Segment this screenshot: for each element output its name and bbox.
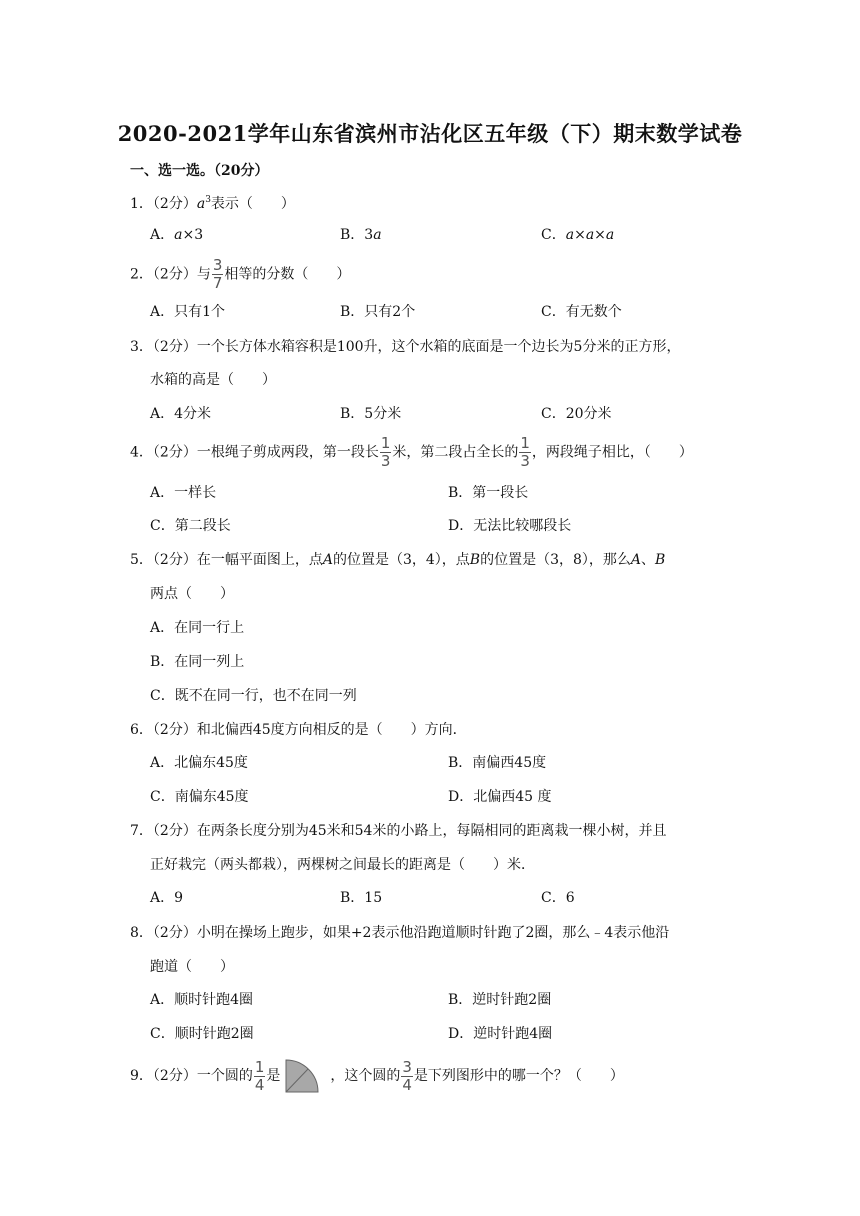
question-6: 6．（2分）和北偏西45度方向相反的是（ ）方向． <box>130 722 467 738</box>
q7-option-c[interactable]: C．6 <box>541 890 575 906</box>
question-5-line-2: 两点（ ） <box>150 586 234 602</box>
q5-option-a[interactable]: A．在同一行上 <box>150 620 245 636</box>
q2-option-a[interactable]: A．只有1个 <box>150 304 226 320</box>
q6-option-c[interactable]: C．南偏东45度 <box>150 789 249 805</box>
question-3-line-1: 3．（2分）一个长方体水箱容积是100升，这个水箱的底面是一个边长为5分米的正方形， <box>130 339 681 355</box>
q7-option-b[interactable]: B．15 <box>340 890 383 906</box>
fraction: $\frac{3}{4}$ <box>402 1057 412 1094</box>
question-5-line-1: 5．（2分）在一幅平面图上，点A的位置是（3，4），点B的位置是（3，8），那么A、B <box>130 552 666 568</box>
question-9: 9．（2分）一个圆的 $\frac{1}{4}$ 是 ，这个圆的 $\frac{3}{4}$ 是下列图形中的哪一个？（ ） <box>130 1057 624 1094</box>
fraction: $\frac{1}{3}$ <box>380 434 391 470</box>
q2-option-b[interactable]: B．只有2个 <box>340 304 416 320</box>
q3-option-c[interactable]: C．20分米 <box>541 406 612 422</box>
q4-option-a[interactable]: A．一样长 <box>150 485 217 501</box>
q8-option-d[interactable]: D．逆时针跑4圈 <box>448 1026 553 1042</box>
q1-option-b[interactable]: B．3a <box>340 227 382 243</box>
question-2: 2．（2分）与 $\frac{3}{7}$ 相等的分数（ ） <box>130 256 351 292</box>
q4-option-b[interactable]: B．第一段长 <box>448 485 529 501</box>
q4-option-c[interactable]: C．第二段长 <box>150 518 231 534</box>
q2-option-c[interactable]: C．有无数个 <box>541 304 622 320</box>
q8-option-c[interactable]: C．顺时针跑2圈 <box>150 1026 254 1042</box>
fraction: $\frac{3}{7}$ <box>212 256 223 292</box>
q8-option-a[interactable]: A．顺时针跑4圈 <box>150 992 254 1008</box>
fraction: $\frac{1}{4}$ <box>254 1057 265 1094</box>
question-1: 1．（2分）$a^3$表示（ ） <box>130 195 295 212</box>
q1-option-c[interactable]: C．a×a×a <box>541 227 615 243</box>
q7-option-a[interactable]: A．9 <box>150 890 184 906</box>
q1-option-a[interactable]: A．a×3 <box>150 227 204 243</box>
q6-option-d[interactable]: D．北偏西45 度 <box>448 789 552 805</box>
question-8-line-2: 跑道（ ） <box>150 959 234 975</box>
question-7-line-2: 正好栽完（两头都栽），两棵树之间最长的距离是（ ）米． <box>150 857 535 873</box>
fraction: $\frac{1}{3}$ <box>520 434 530 470</box>
q6-option-b[interactable]: B．南偏西45度 <box>448 755 547 771</box>
question-3-line-2: 水箱的高是（ ） <box>150 372 276 388</box>
q3-option-b[interactable]: B．5分米 <box>340 406 402 422</box>
page-title: 2020-2021学年山东省滨州市沾化区五年级（下）期末数学试卷 <box>117 121 743 146</box>
q3-option-a[interactable]: A．4分米 <box>150 406 212 422</box>
question-7-line-1: 7．（2分）在两条长度分别为45米和54米的小路上，每隔相同的距离栽一棵小树，并且 <box>130 823 667 839</box>
q8-option-b[interactable]: B．逆时针跑2圈 <box>448 992 552 1008</box>
q5-option-b[interactable]: B．在同一列上 <box>150 654 245 670</box>
q5-option-c[interactable]: C．既不在同一行，也不在同一列 <box>150 688 357 704</box>
question-8-line-1: 8．（2分）小明在操场上跑步，如果+2表示他沿跑道顺时针跑了2圈，那么﹣4表示他沿 <box>130 925 670 941</box>
question-4: 4．（2分）一根绳子剪成两段，第一段长 $\frac{1}{3}$ 米，第二段占全长的 $\frac{1}{3}$ ，两段绳子相比，（ ） <box>130 434 693 470</box>
quarter-circle-icon <box>284 1058 326 1094</box>
q6-option-a[interactable]: A．北偏东45度 <box>150 755 248 771</box>
q4-option-d[interactable]: D．无法比较哪段长 <box>448 518 572 534</box>
section-heading: 一、选一选。（20分） <box>130 163 269 179</box>
